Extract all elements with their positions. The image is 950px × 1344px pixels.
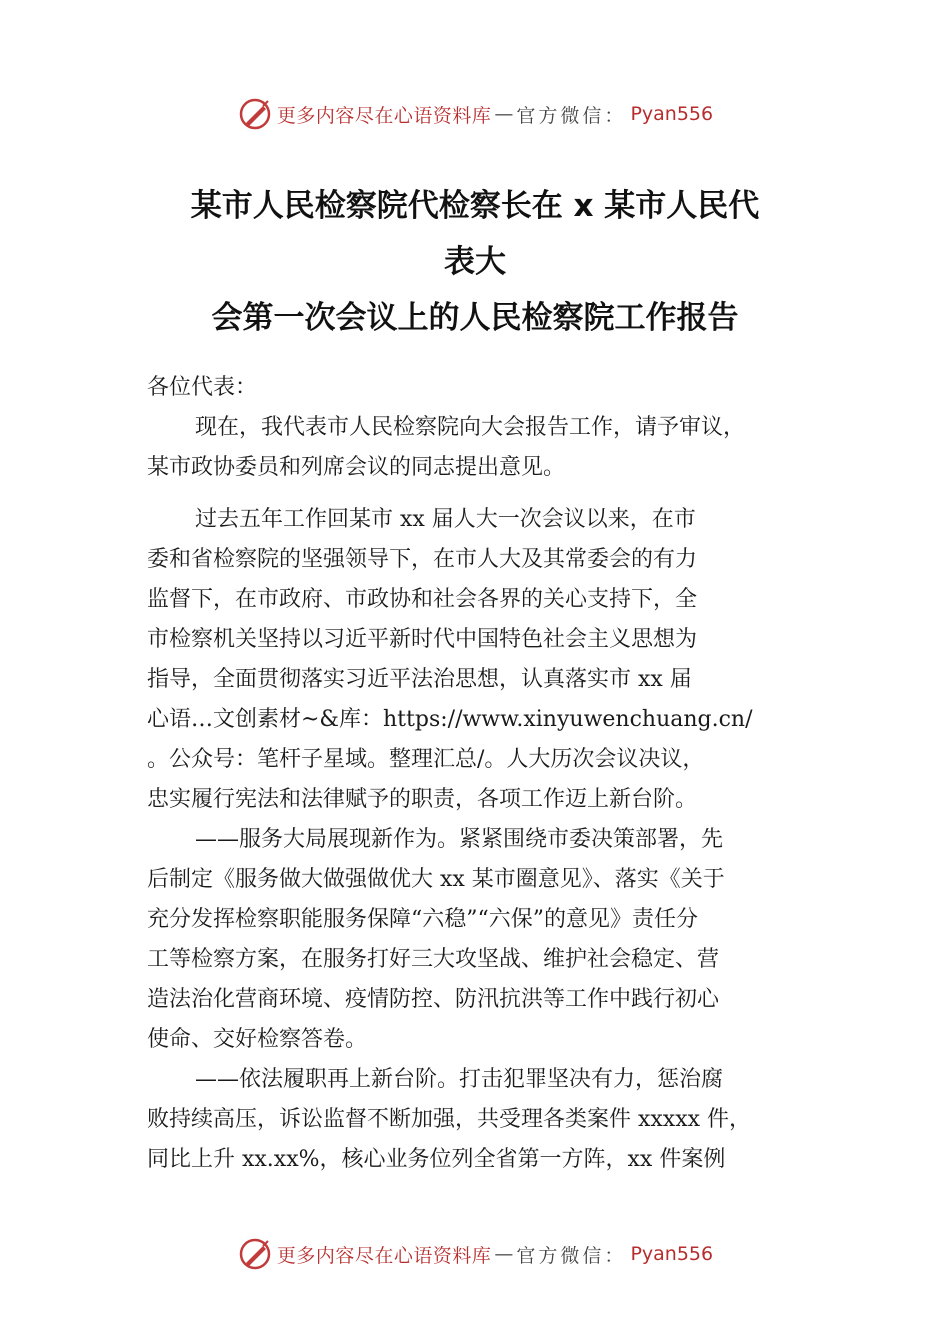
- banner-separator: —: [494, 1243, 514, 1265]
- banner-separator: —: [494, 103, 514, 125]
- banner-text: 更多内容尽在心语资料库: [276, 1244, 492, 1267]
- paragraph-line: 后制定《服务做大做强做优大 xx 某市圈意见》、落实《关于: [147, 867, 725, 892]
- paragraph-4: [147, 1060, 807, 1180]
- paragraph-line: 监督下，在市政府、市政协和社会各界的关心支持下，全: [147, 587, 698, 612]
- title-line-2: 表大: [444, 244, 506, 280]
- paragraph-line: 心语…文创素材~&库：https://www.xinyuwenchuang.cn/: [147, 707, 753, 732]
- paragraph-line: 某市政协委员和列席会议的同志提出意见。: [147, 455, 566, 480]
- banner-wechat-id: Pyan556: [630, 103, 714, 125]
- paragraph-line: 忠实履行宪法和法律赋予的职责，各项工作迈上新台阶。: [147, 787, 698, 812]
- title-line-3: 会第一次会议上的人民检察院工作报告: [211, 300, 739, 336]
- paragraph-line: 现在，我代表市人民检察院向大会报告工作，请予审议，: [195, 415, 746, 440]
- pen-logo-icon: [237, 96, 273, 132]
- document-body: [147, 368, 807, 1180]
- paragraph-line: ——服务大局展现新作为。紧紧围绕市委决策部署，先: [195, 827, 724, 852]
- paragraph-line: 败持续高压，诉讼监督不断加强，共受理各类案件 xxxxx 件，: [147, 1107, 752, 1132]
- banner-text: 更多内容尽在心语资料库: [276, 104, 492, 127]
- paragraph-3: [147, 820, 807, 1060]
- footer-banner: [0, 1234, 950, 1274]
- paragraph-line: 造法治化营商环境、疫情防控、防汛抗洪等工作中践行初心: [147, 987, 720, 1012]
- paragraph-line: 充分发挥检察职能服务保障“六稳”“六保”的意见》责任分: [147, 907, 698, 932]
- title-line-1: 某市人民检察院代检察长在 x 某市人民代: [190, 188, 760, 224]
- header-banner: [0, 94, 950, 134]
- paragraph-line: 委和省检察院的坚强领导下，在市人大及其常委会的有力: [147, 547, 698, 572]
- paragraph-line: 同比上升 xx.xx%，核心业务位列全省第一方阵，xx 件案例: [147, 1147, 726, 1172]
- banner-wechat-id: Pyan556: [630, 1243, 714, 1265]
- paragraph-line: 指导，全面贯彻落实习近平法治思想，认真落实市 xx 届: [147, 667, 692, 692]
- paragraph-line: 市检察机关坚持以习近平新时代中国特色社会主义思想为: [147, 627, 698, 652]
- paragraph-1: [147, 408, 807, 488]
- paragraph-line: ——依法履职再上新台阶。打击犯罪坚决有力，惩治腐: [195, 1067, 724, 1092]
- document-title: [120, 178, 830, 346]
- paragraph-line: 使命、交好检察答卷。: [147, 1027, 368, 1052]
- paragraph-line: 。公众号：笔杆子星域。整理汇总/。人大历次会议决议，: [147, 747, 705, 772]
- banner-wechat-label: 官方微信：: [516, 1244, 627, 1267]
- paragraph-line: 工等检察方案，在服务打好三大攻坚战、维护社会稳定、营: [147, 947, 720, 972]
- banner-wechat-label: 官方微信：: [516, 104, 627, 127]
- pen-logo-icon: [237, 1236, 273, 1272]
- salutation: 各位代表：: [147, 375, 258, 400]
- paragraph-line: 过去五年工作回某市 xx 届人大一次会议以来，在市: [195, 507, 696, 532]
- paragraph-2: [147, 500, 807, 820]
